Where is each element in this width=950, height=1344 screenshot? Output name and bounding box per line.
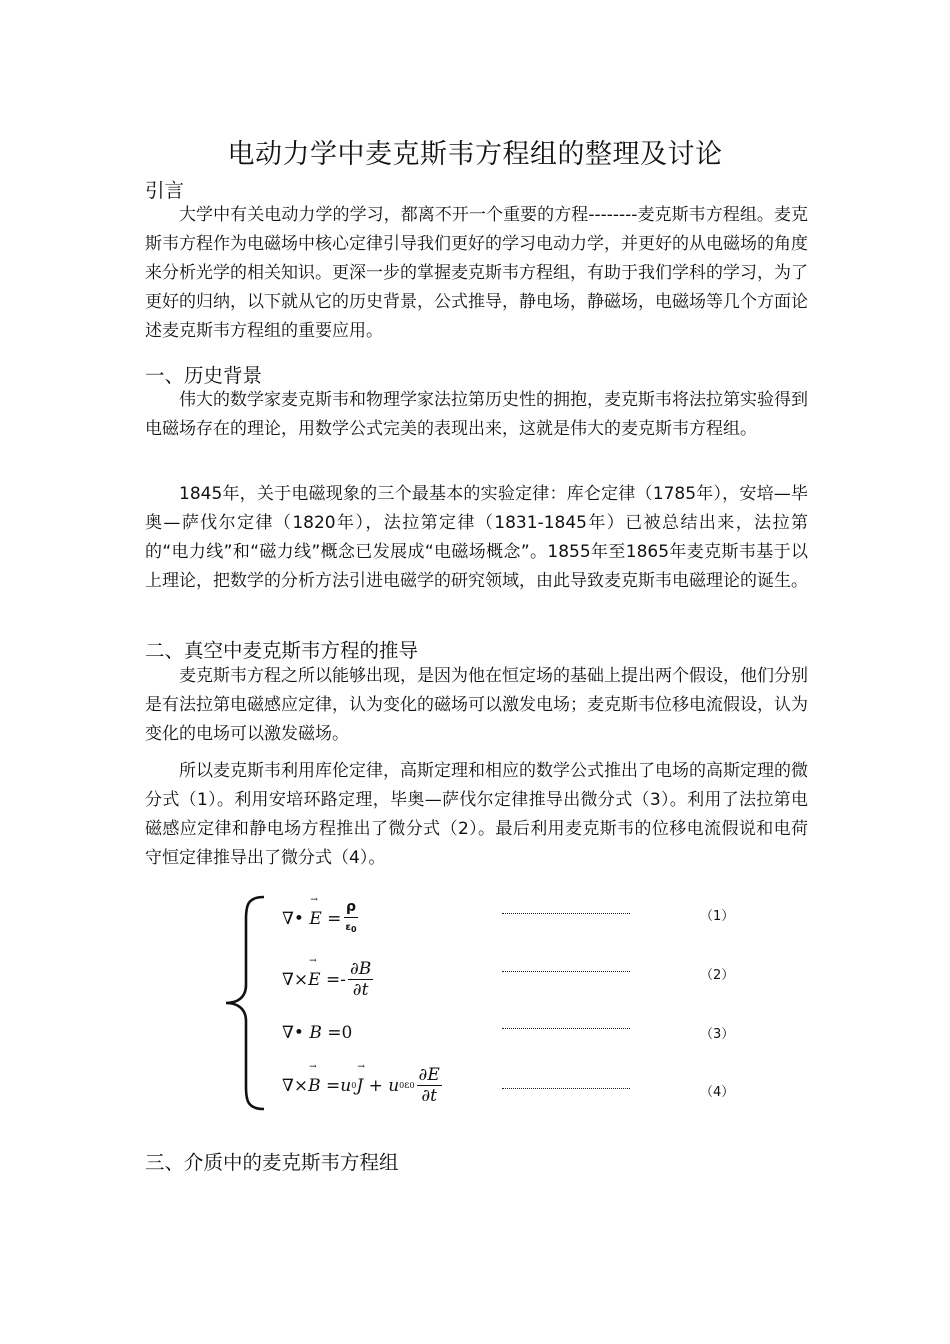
derivation-paragraph-2: 所以麦克斯韦利用库伦定律，高斯定理和相应的数学公式推出了电场的高斯定理的微分式（1）。利用安培环路定理，毕奥—萨伐尔定律推导出微分式（3）。利用了法拉第电磁感应定律和静电场方程推出了微分式（2）。最后利用麦克斯韦的位移电流假说和电荷守恒定律推导出了微分式（4）。 — [145, 761, 808, 868]
dot-symbol: • — [293, 908, 304, 929]
cross-symbol: × — [293, 1075, 309, 1096]
equation-2 — [282, 959, 375, 1000]
equation-3 — [282, 1023, 352, 1043]
subscript-zero: 0 — [399, 1081, 405, 1090]
equation-label-2: （2） — [700, 968, 735, 983]
rho-symbol: ρ — [344, 897, 358, 918]
equals-symbol: = — [326, 1075, 341, 1096]
t-symbol: t — [361, 980, 369, 1000]
fraction-rho-eps — [343, 897, 358, 940]
vector-j: → J — [356, 1076, 363, 1096]
b-symbol: B — [309, 1023, 322, 1043]
nabla-symbol: ∇ — [282, 908, 294, 929]
partial-symbol: ∂ — [352, 980, 362, 1000]
derivation-heading: 二、真空中麦克斯韦方程的推导 — [145, 639, 419, 662]
subscript-zero: 0 — [351, 1081, 357, 1090]
dotted-leader-3 — [502, 1028, 630, 1029]
equation-label-1: （1） — [700, 909, 735, 924]
vector-b: → B — [308, 1076, 321, 1096]
nabla-symbol: ∇ — [282, 969, 294, 990]
cross-symbol: × — [293, 969, 309, 990]
subscript-zero: 0 — [409, 1081, 415, 1090]
fraction-dE-dt — [417, 1065, 442, 1106]
equation-4 — [282, 1065, 444, 1106]
u-symbol: u — [388, 1075, 400, 1096]
partial-symbol: ∂ — [421, 1086, 431, 1106]
intro-paragraph: 大学中有关电动力学的学习，都离不开一个重要的方程--------麦克斯韦方程组。麦克斯韦方程作为电磁场中核心定律引导我们更好的学习电动力学，并更好的从电磁场的角度来分析光学的相关知识。更深一步的掌握麦克斯韦方程组，有助于我们学科的学习，为了更好的归纳，以下就从它的历史背景，公式推导，静电场，静磁场，电磁场等几个方面论述麦克斯韦方程组的重要应用。 — [145, 205, 808, 341]
dotted-leader-2 — [502, 971, 630, 972]
history-heading: 一、历史背景 — [145, 364, 263, 387]
subscript-zero: 0 — [350, 925, 357, 934]
equals-symbol: = — [327, 908, 342, 929]
partial-symbol: ∂ — [349, 959, 359, 979]
t-symbol: t — [430, 1086, 437, 1106]
vector-e: → E — [308, 970, 320, 990]
history-paragraph-2: 1845年，关于电磁现象的三个最基本的实验定律：库仑定律（1785年），安培—毕奥—萨伐尔定律（1820年），法拉第定律（1831-1845年）已被总结出来，法拉第的“电力线”和“磁力线”概念已发展成“电磁场概念”。1855年至1865年麦克斯韦基于以上理论，把数学的分析方法引进电磁学的研究领域，由此导致麦克斯韦电磁理论的诞生。 — [145, 484, 808, 591]
equals-symbol: = — [327, 1023, 342, 1043]
minus-symbol: - — [340, 969, 346, 990]
equals-symbol: = — [325, 969, 341, 990]
fraction-dB-dt — [348, 959, 373, 1000]
epsilon-symbol: ε — [345, 922, 351, 933]
partial-symbol: ∂ — [418, 1065, 428, 1085]
maxwell-equations-block — [220, 893, 760, 1113]
vector-e: → E — [309, 909, 321, 929]
plus-symbol: + — [368, 1075, 383, 1096]
equation-1 — [282, 897, 361, 940]
derivation-paragraph-1: 麦克斯韦方程之所以能够出现，是因为他在恒定场的基础上提出两个假设，他们分别是有法拉第电磁感应定律，认为变化的磁场可以激发电场；麦克斯韦位移电流假设，认为变化的电场可以激发磁场。 — [145, 666, 808, 744]
dotted-leader-1 — [502, 913, 630, 914]
epsilon-symbol: ε — [404, 1080, 410, 1091]
intro-heading: 引言 — [145, 179, 185, 202]
medium-heading: 三、介质中的麦克斯韦方程组 — [145, 1151, 399, 1174]
history-paragraph-1: 伟大的数学家麦克斯韦和物理学家法拉第历史性的拥抱，麦克斯韦将法拉第实验得到电磁场存在的理论，用数学公式完美的表现出来，这就是伟大的麦克斯韦方程组。 — [145, 390, 808, 439]
equation-label-3: （3） — [700, 1027, 735, 1042]
u-symbol: u — [340, 1075, 352, 1096]
e-symbol: E — [427, 1065, 440, 1085]
document-title: 电动力学中麦克斯韦方程组的整理及讨论 — [227, 139, 723, 170]
dotted-leader-4 — [502, 1088, 630, 1089]
equation-label-4: （4） — [700, 1085, 735, 1100]
b-symbol: B — [358, 959, 372, 979]
dot-symbol: • — [293, 1023, 304, 1043]
nabla-symbol: ∇ — [282, 1075, 294, 1096]
left-brace-icon — [220, 893, 270, 1113]
zero-symbol: 0 — [341, 1023, 353, 1043]
nabla-symbol: ∇ — [282, 1023, 294, 1043]
